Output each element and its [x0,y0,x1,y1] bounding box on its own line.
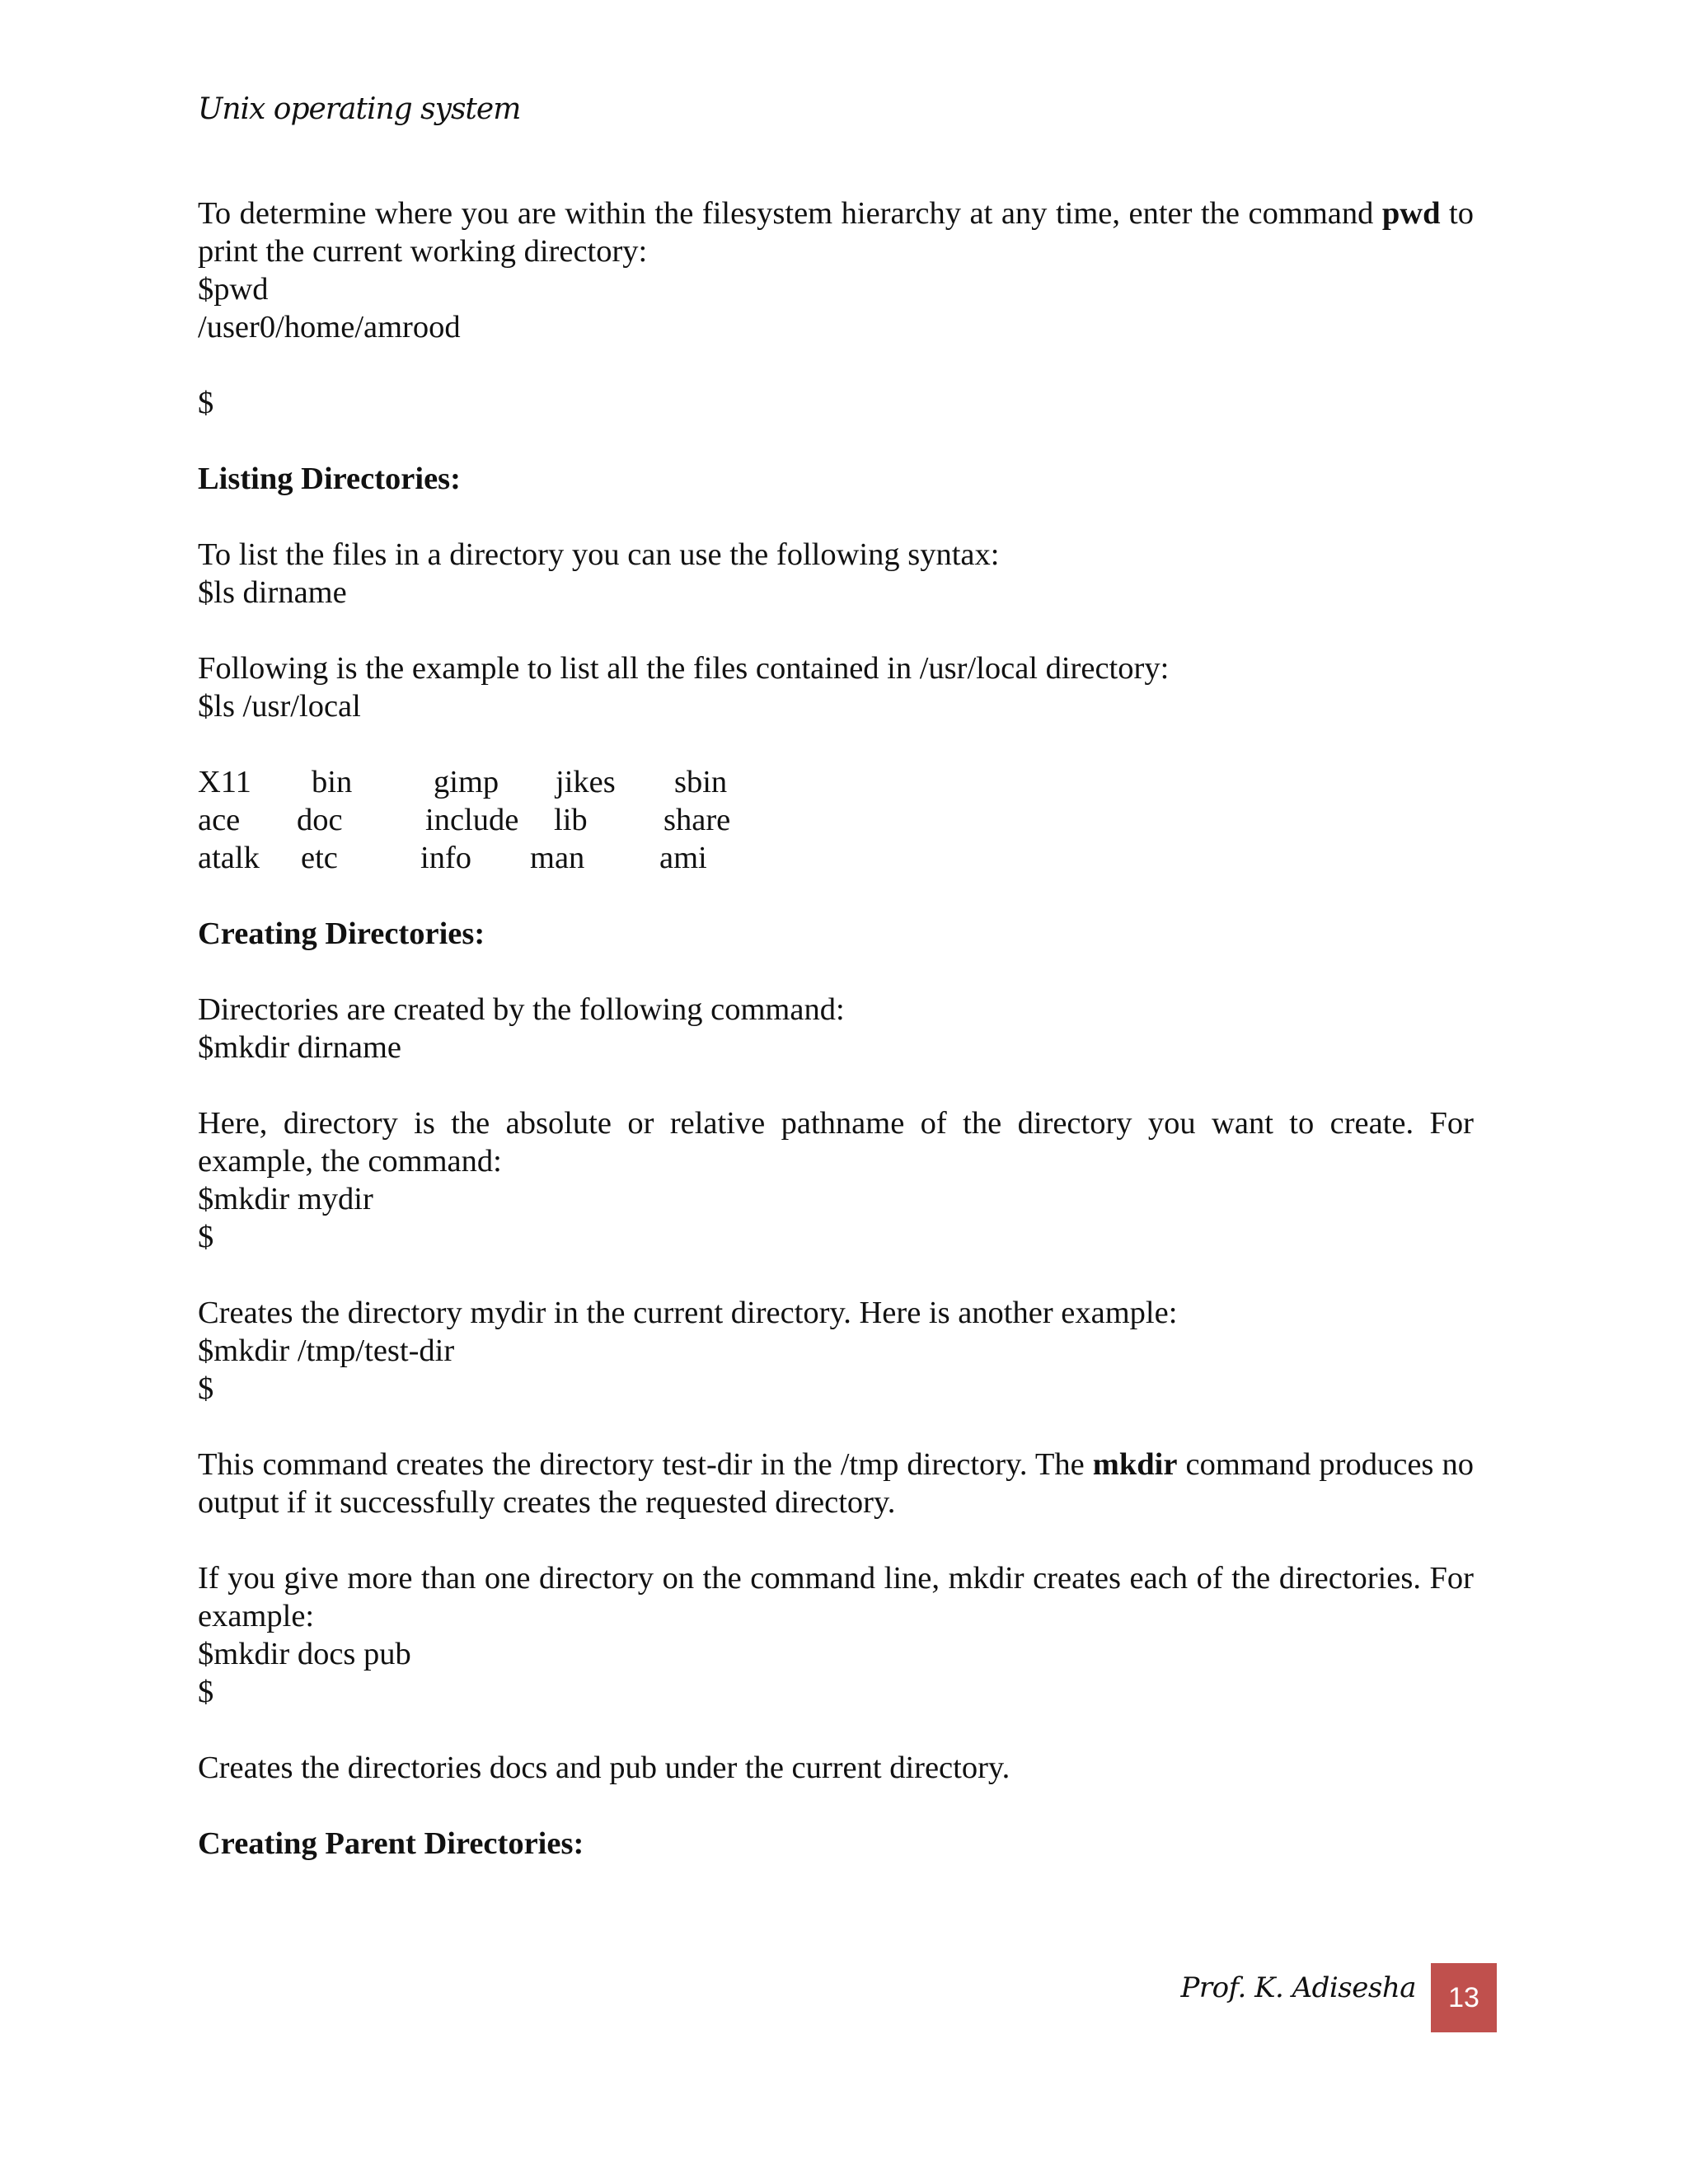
page-content [198,194,1474,1863]
pwd-output-line: /user0/home/amrood [198,310,461,344]
ls-entry: ace [198,803,241,837]
listing-syntax: $ls dirname [198,575,347,610]
creating-syntax: $mkdir dirname [198,1030,401,1065]
ls-entry: info [420,841,472,875]
ls-entry: include [425,803,519,837]
ls-entry: lib [554,803,588,837]
parent-directories-heading: Creating Parent Directories: [198,1826,584,1861]
example3-prompt: $ [198,1675,214,1709]
ls-entry: doc [297,803,343,837]
example3-command: $mkdir docs pub [198,1637,411,1671]
creating-explain: Here, directory is the absolute or relative pathname of the directory you want to create. For example, the command: [198,1106,1474,1179]
ls-output-listing [198,763,1474,877]
ls-entry: bin [312,765,353,799]
listing-example-intro: Following is the example to list all the files contained in /usr/local directory: [198,651,1170,686]
example2-prompt: $ [198,1371,214,1406]
ls-entry: jikes [556,765,616,799]
listing-intro: To list the files in a directory you can use the following syntax: [198,537,1000,572]
ls-entry: atalk [198,841,260,875]
example2-description: This command creates the directory test-dir in the /tmp directory. The mkdir command produces no output if it successfully creates the requested directory. [198,1447,1474,1520]
pwd-command-term: pwd [1381,196,1441,231]
ls-entry: share [663,803,731,837]
ls-entry: gimp [434,765,499,799]
running-header: Unix operating system [198,92,521,126]
pwd-prompt-line: $ [198,386,214,420]
footer-author: Prof. K. Adisesha [1180,1971,1416,2004]
example2-command: $mkdir /tmp/test-dir [198,1333,455,1368]
ls-entry: X11 [198,765,251,799]
mkdir-command-term: mkdir [1092,1447,1178,1482]
multi-directory-intro: If you give more than one directory on the command line, mkdir creates each of the directories. For example: [198,1561,1474,1633]
listing-example-command: $ls /usr/local [198,689,361,724]
ls-entry: man [530,841,585,875]
ls-entry: etc [301,841,338,875]
example3-description: Creates the directories docs and pub under the current directory. [198,1750,1010,1785]
pwd-intro-paragraph: To determine where you are within the filesystem hierarchy at any time, enter the command pwd to print the current working directory: [198,196,1474,269]
example1-prompt: $ [198,1220,214,1254]
ls-entry: sbin [674,765,728,799]
creating-heading: Creating Directories: [198,916,485,951]
page-number-badge: 13 [1431,1963,1497,2032]
pwd-command-line: $pwd [198,272,269,307]
creating-intro: Directories are created by the following command: [198,992,845,1027]
example1-description: Creates the directory mydir in the current directory. Here is another example: [198,1296,1178,1330]
listing-heading: Listing Directories: [198,462,461,496]
example1-command: $mkdir mydir [198,1182,373,1216]
ls-entry: ami [659,841,707,875]
